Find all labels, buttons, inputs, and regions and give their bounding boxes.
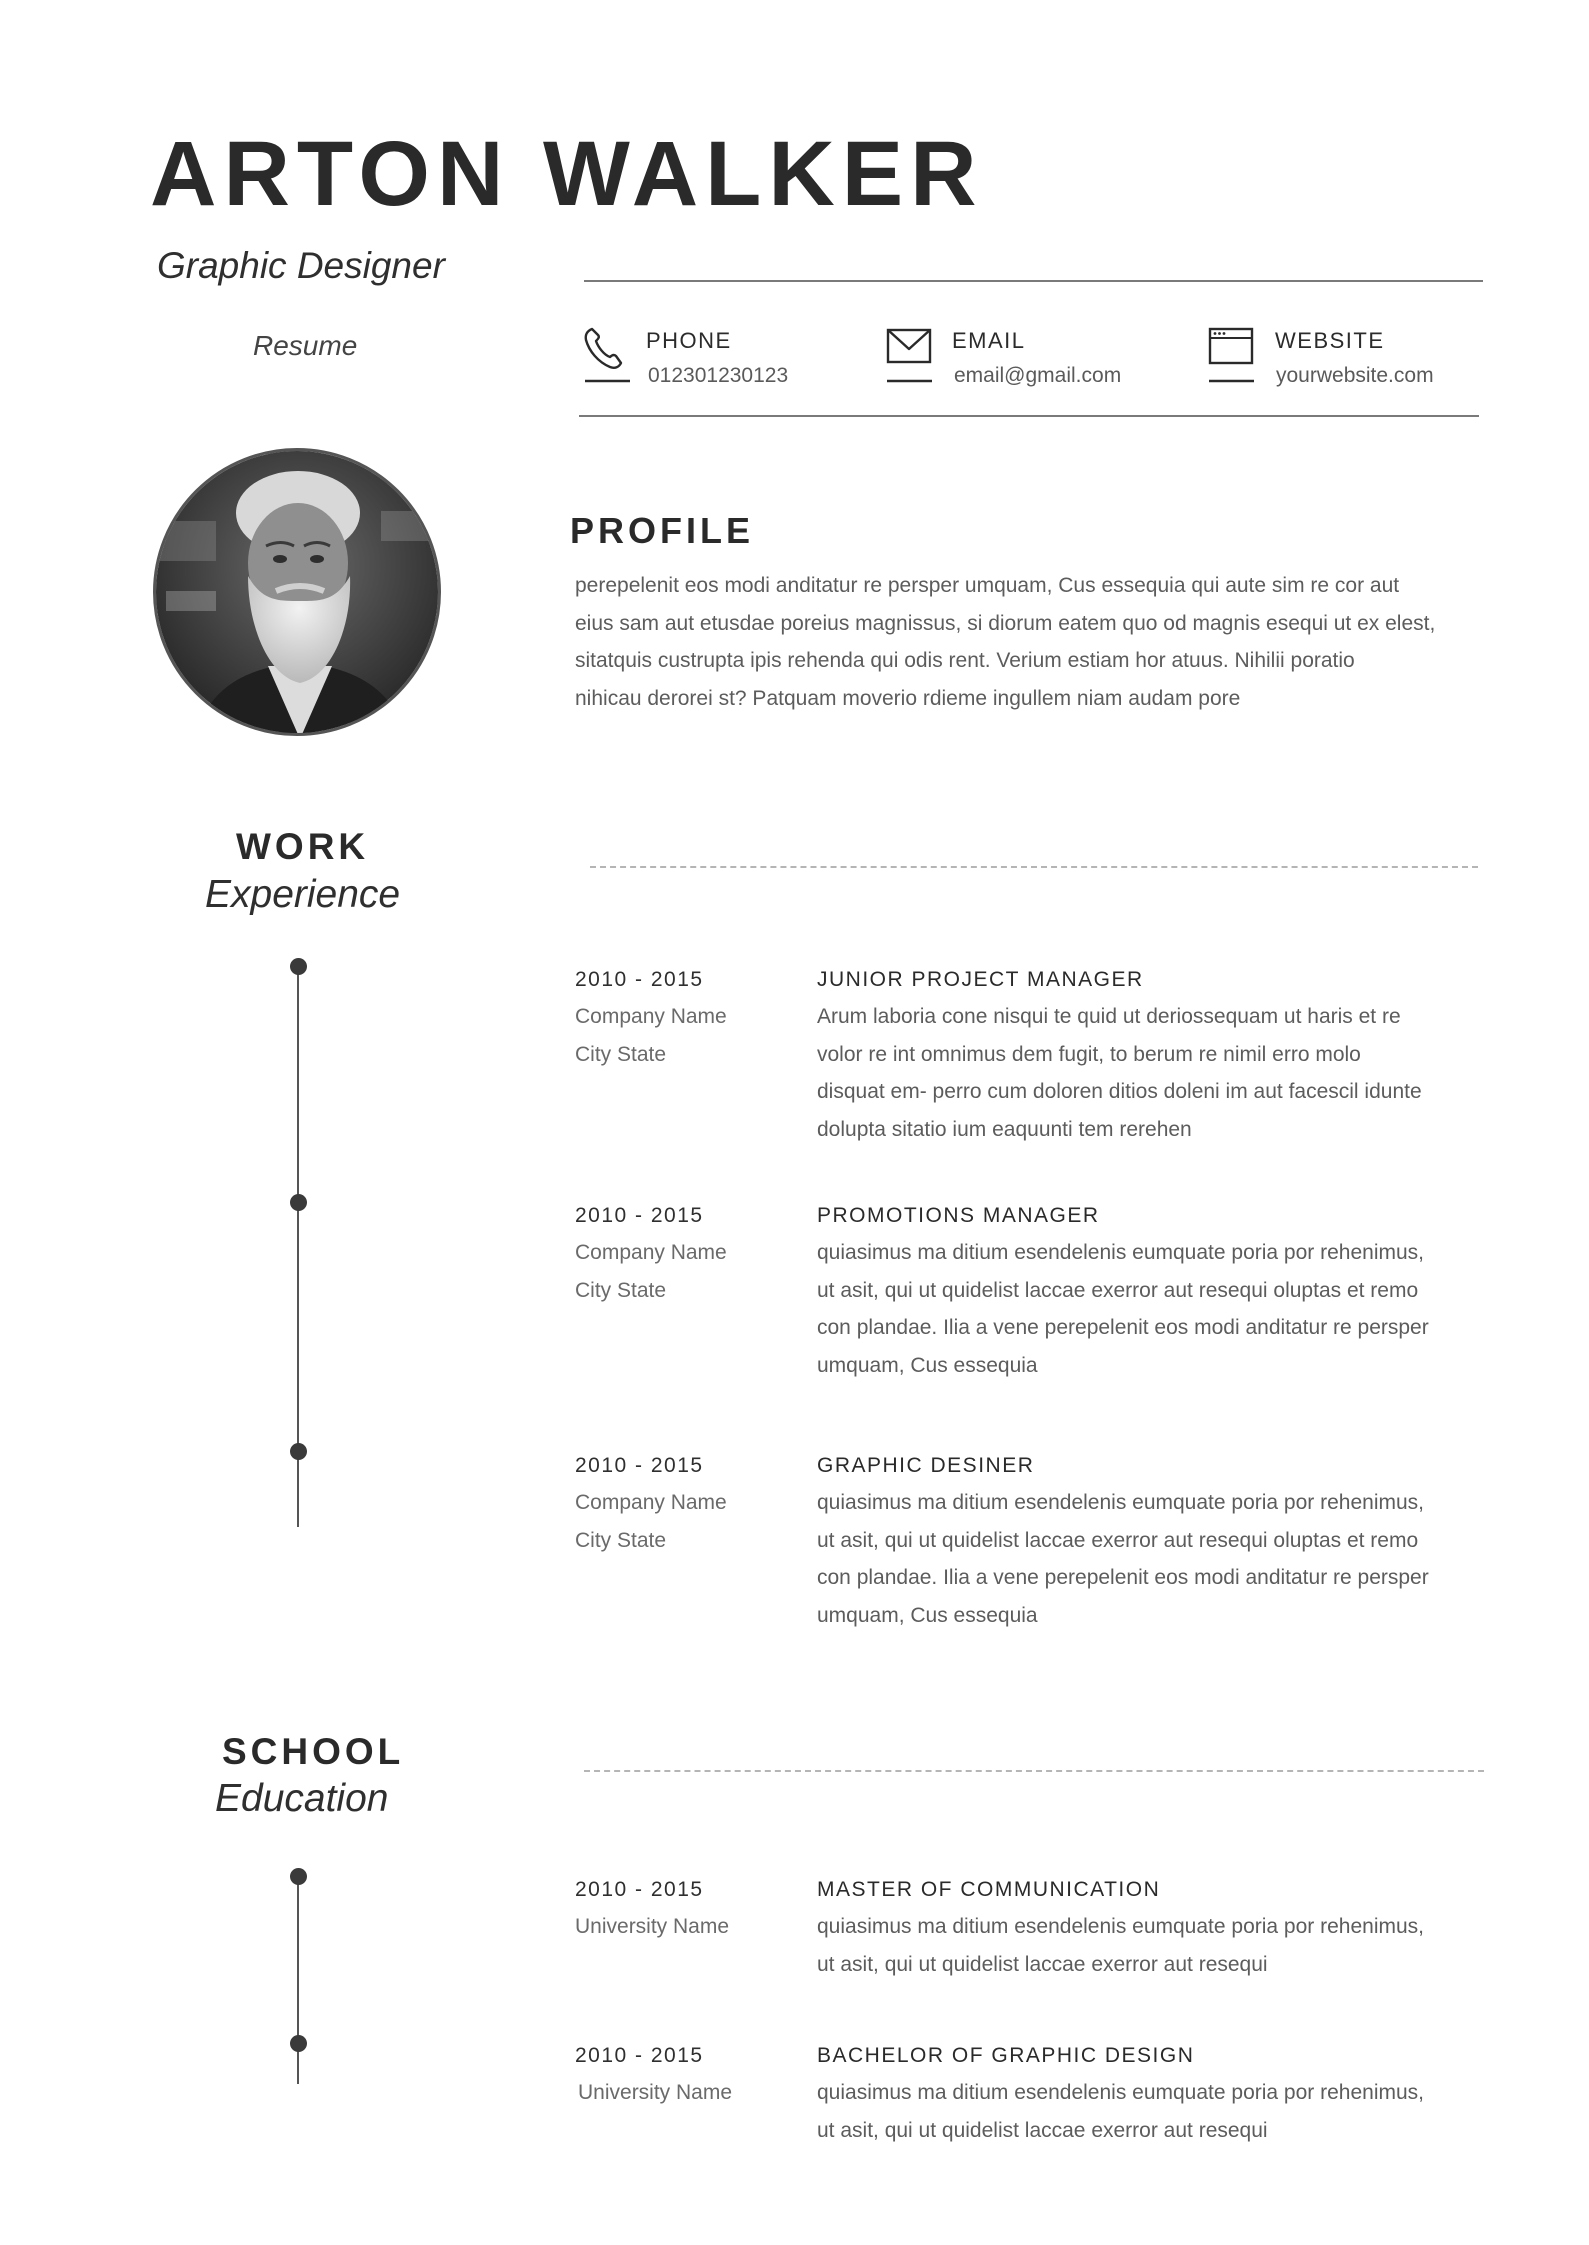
entry-date: 2010 - 2015 (575, 1204, 704, 1227)
timeline-dot (290, 1443, 307, 1460)
work-entry-details (817, 1454, 1477, 1634)
email-label: EMAIL (952, 328, 1026, 353)
profile-line: nihicau derorei st? Patquam moverio rdieme ingullem niam audam pore (575, 686, 1241, 710)
education-entry (575, 1878, 729, 1946)
description-line: ut asit, qui ut quidelist laccae exerror aut resequi oluptas et remo (817, 1278, 1419, 1302)
entry-location: City State (575, 1042, 667, 1066)
work-entry-details (817, 968, 1477, 1148)
description-line: Arum laboria cone nisqui te quid ut deriossequam ut haris et re (817, 1005, 1401, 1028)
entry-company: Company Name (575, 1491, 727, 1514)
entry-date: 2010 - 2015 (575, 968, 704, 991)
entry-degree: BACHELOR OF GRAPHIC DESIGN (817, 2044, 1195, 2067)
timeline-dot (290, 1194, 307, 1211)
header-bottom-rule (579, 415, 1479, 417)
profile-line: sitatquis custrupta ipis rehenda qui odis rent. Verium estiam hor atuus. Nihilii poratio (575, 649, 1355, 672)
profile-photo (153, 448, 441, 736)
education-entry (575, 2044, 732, 2112)
phone-label: PHONE (646, 328, 732, 353)
work-heading: WORK (236, 826, 370, 867)
education-heading: SCHOOL (222, 1731, 405, 1772)
resume-label: Resume (253, 330, 358, 361)
entry-degree: MASTER OF COMMUNICATION (817, 1878, 1161, 1901)
job-title: Graphic Designer (157, 245, 445, 286)
entry-date: 2010 - 2015 (575, 1454, 704, 1477)
description-line: con plandae. Ilia a vene perepelenit eos modi anditatur re persper (817, 1566, 1429, 1589)
work-entry-details (817, 1204, 1477, 1384)
profile-line: perepelenit eos modi anditatur re persper umquam, Cus essequia qui aute sim re cor aut (575, 574, 1400, 597)
work-subheading: Experience (205, 873, 401, 916)
entry-role: GRAPHIC DESINER (817, 1454, 1035, 1477)
timeline-dot (290, 1868, 307, 1885)
description-line: umquam, Cus essequia (817, 1603, 1038, 1627)
header-top-rule (584, 280, 1483, 282)
education-timeline (297, 1876, 299, 2084)
description-line: disquat em- perro cum doloren ditios doleni im aut facescil idunte (817, 1080, 1422, 1103)
email-value[interactable]: email@gmail.com (954, 364, 1122, 387)
education-entry-details (817, 2044, 1477, 2149)
education-subheading: Education (215, 1777, 389, 1820)
entry-school: University Name (575, 1915, 730, 1938)
timeline-dot (290, 2035, 307, 2052)
mail-icon (886, 325, 934, 383)
description-line: quiasimus ma ditium esendelenis eumquate poria por rehenimus, (817, 1915, 1424, 1938)
entry-role: PROMOTIONS MANAGER (817, 1204, 1100, 1227)
education-entry-details (817, 1878, 1477, 1983)
work-entry (575, 1454, 727, 1559)
education-divider (584, 1770, 1484, 1772)
profile-text (575, 567, 1485, 717)
description-line: ut asit, qui ut quidelist laccae exerror aut resequi (817, 1952, 1268, 1976)
entry-location: City State (575, 1528, 667, 1552)
description-line: quiasimus ma ditium esendelenis eumquate poria por rehenimus, (817, 1491, 1424, 1514)
entry-description (817, 1234, 1477, 1384)
entry-role: JUNIOR PROJECT MANAGER (817, 968, 1144, 991)
description-line: quiasimus ma ditium esendelenis eumquate poria por rehenimus, (817, 1241, 1424, 1264)
description-line: ut asit, qui ut quidelist laccae exerror aut resequi (817, 2118, 1268, 2142)
entry-school: University Name (578, 2081, 733, 2104)
phone-value[interactable]: 012301230123 (648, 364, 789, 387)
browser-window-icon (1208, 325, 1256, 383)
website-value[interactable]: yourwebsite.com (1276, 364, 1434, 387)
entry-description (817, 2074, 1477, 2149)
work-divider (590, 866, 1478, 868)
description-line: quiasimus ma ditium esendelenis eumquate poria por rehenimus, (817, 2081, 1424, 2104)
description-line: dolupta sitatio ium eaquunti tem rerehen (817, 1117, 1192, 1141)
entry-location: City State (575, 1278, 667, 1302)
timeline-dot (290, 958, 307, 975)
entry-company: Company Name (575, 1241, 727, 1264)
entry-description (817, 1908, 1477, 1983)
profile-line: eius sam aut etusdae poreius magnissus, si diorum eatem quo od magnis esequi ut ex elest, (575, 611, 1436, 635)
description-line: umquam, Cus essequia (817, 1353, 1038, 1377)
phone-icon (582, 325, 630, 383)
work-entry (575, 1204, 727, 1309)
resume-name: ARTON WALKER (150, 123, 984, 225)
work-entry (575, 968, 727, 1073)
entry-company: Company Name (575, 1005, 727, 1028)
entry-date: 2010 - 2015 (575, 1878, 704, 1901)
website-label: WEBSITE (1275, 328, 1385, 353)
entry-date: 2010 - 2015 (575, 2044, 704, 2067)
description-line: con plandae. Ilia a vene perepelenit eos modi anditatur re persper (817, 1316, 1429, 1339)
description-line: volor re int omnimus dem fugit, to berum re nimil erro molo (817, 1042, 1361, 1066)
entry-description (817, 1484, 1477, 1634)
entry-description (817, 998, 1477, 1148)
profile-heading: PROFILE (570, 510, 755, 551)
description-line: ut asit, qui ut quidelist laccae exerror aut resequi oluptas et remo (817, 1528, 1419, 1552)
